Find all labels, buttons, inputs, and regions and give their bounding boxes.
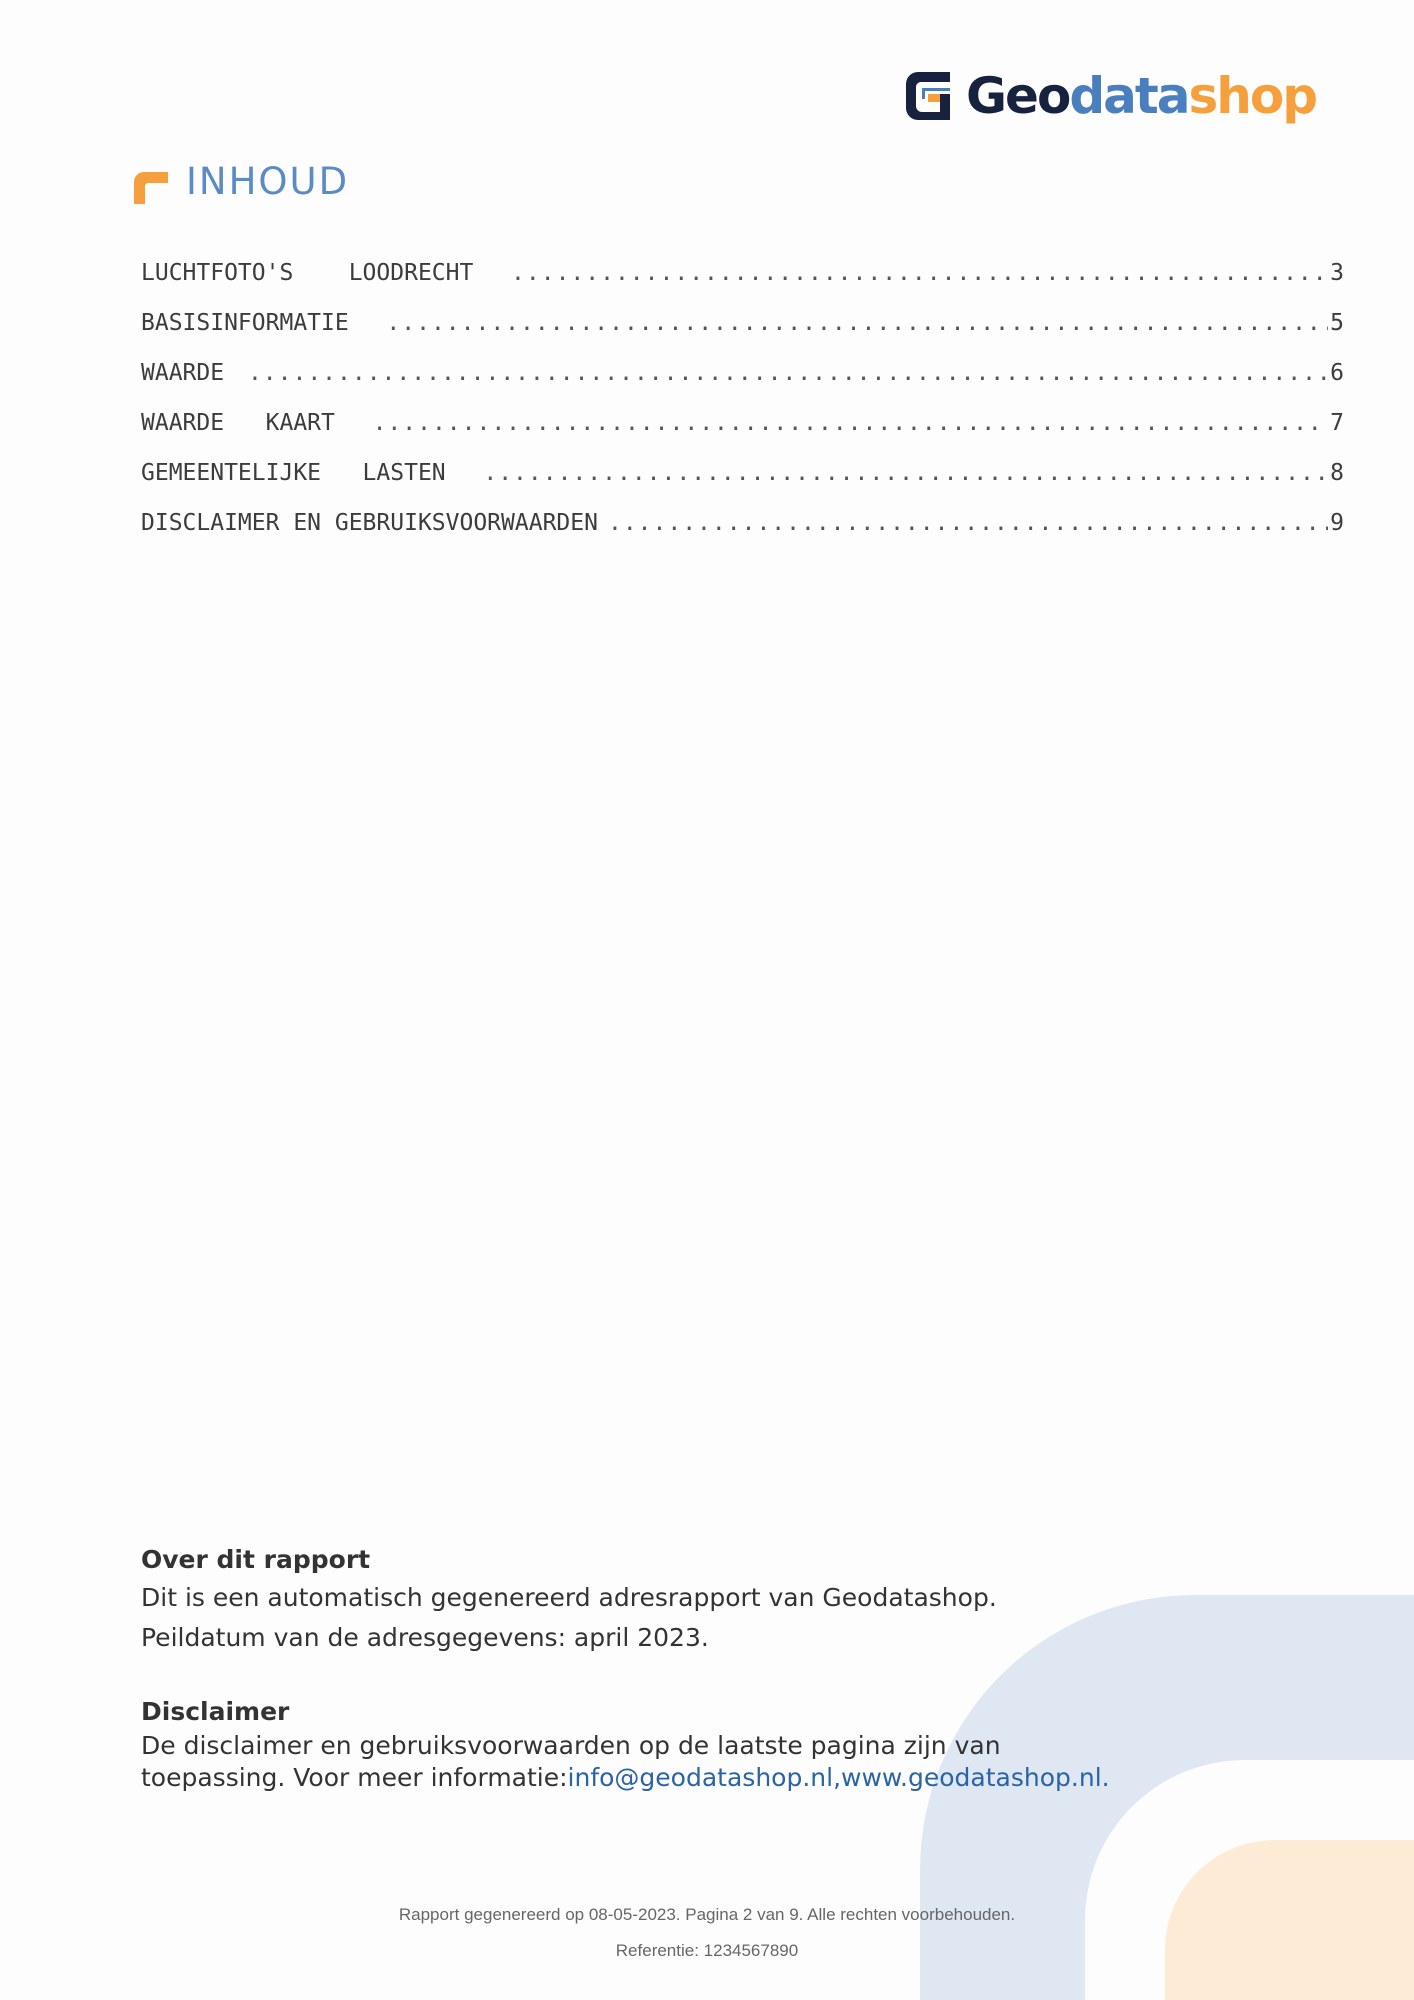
disclaimer-line-1: De disclaimer en gebruiksvoorwaarden op de laatste pagina zijn van [141, 1731, 1001, 1760]
toc-item-page: 5 [1330, 310, 1344, 336]
disclaimer-info-text: toepassing. Voor meer informatie: [141, 1763, 568, 1792]
toc-item-waarde[interactable] [141, 360, 1344, 410]
toc-heading [134, 158, 349, 204]
toc-dot-leader [608, 510, 1328, 536]
toc-dot-leader [511, 260, 1328, 286]
footer-generated-text: Rapport gegenereerd op 08-05-2023. Pagina 2 van 9. Alle rechten voorbehouden. [398, 1905, 1016, 1924]
about-heading: Over dit rapport [141, 1545, 371, 1574]
toc-item-page: 6 [1330, 360, 1344, 386]
toc-item-label: WAARDE [141, 360, 238, 386]
logo-text-geo: Geo [966, 67, 1070, 125]
website-link[interactable]: www.geodatashop.nl. [841, 1763, 1110, 1792]
toc-item-label: DISCLAIMER EN GEBRUIKSVOORWAARDEN [141, 510, 598, 536]
toc-item-label: WAARDE KAART [141, 410, 363, 436]
geodatashop-logo [900, 66, 1316, 126]
toc-item-page: 7 [1330, 410, 1344, 436]
toc-item-page: 3 [1330, 260, 1344, 286]
toc-item-page: 9 [1330, 510, 1344, 536]
logo-text-shop: shop [1188, 67, 1316, 125]
toc-item-waarde-kaart[interactable] [141, 410, 1344, 460]
toc-item-label: LUCHTFOTO'S LOODRECHT [141, 260, 502, 286]
toc-item-luchtfotos[interactable] [141, 260, 1344, 310]
corner-bracket-icon [134, 170, 168, 204]
toc-item-disclaimer[interactable] [141, 510, 1344, 560]
toc-dot-leader [248, 360, 1328, 386]
toc-item-label: BASISINFORMATIE [141, 310, 377, 336]
toc-item-page: 8 [1330, 460, 1344, 486]
toc-dot-leader [386, 310, 1328, 336]
logo-text-data: data [1069, 67, 1189, 125]
toc-title: INHOUD [186, 159, 350, 203]
disclaimer-line-2 [141, 1762, 1141, 1794]
disclaimer-heading: Disclaimer [141, 1697, 290, 1726]
email-link[interactable]: info@geodatashop.nl [567, 1763, 834, 1792]
toc-item-label: GEMEENTELIJKE LASTEN [141, 460, 474, 486]
footer-reference: Referentie: 1234567890 [615, 1941, 799, 1960]
toc-dot-leader [373, 410, 1329, 436]
toc-dot-leader [483, 460, 1328, 486]
page-footer [0, 1897, 1414, 1969]
about-report-section [141, 1542, 1041, 1658]
logo-wordmark [966, 66, 1316, 126]
table-of-contents [141, 260, 1344, 560]
about-line-2: Peildatum van de adresgegevens: april 2023. [141, 1623, 709, 1652]
toc-item-basisinformatie[interactable] [141, 310, 1344, 360]
disclaimer-section [141, 1694, 1141, 1794]
about-line-1: Dit is een automatisch gegenereerd adresrapport van Geodatashop. [141, 1583, 997, 1612]
link-separator: , [833, 1763, 842, 1792]
geodatashop-logo-icon [900, 68, 956, 124]
toc-item-gemeentelijke-lasten[interactable] [141, 460, 1344, 510]
